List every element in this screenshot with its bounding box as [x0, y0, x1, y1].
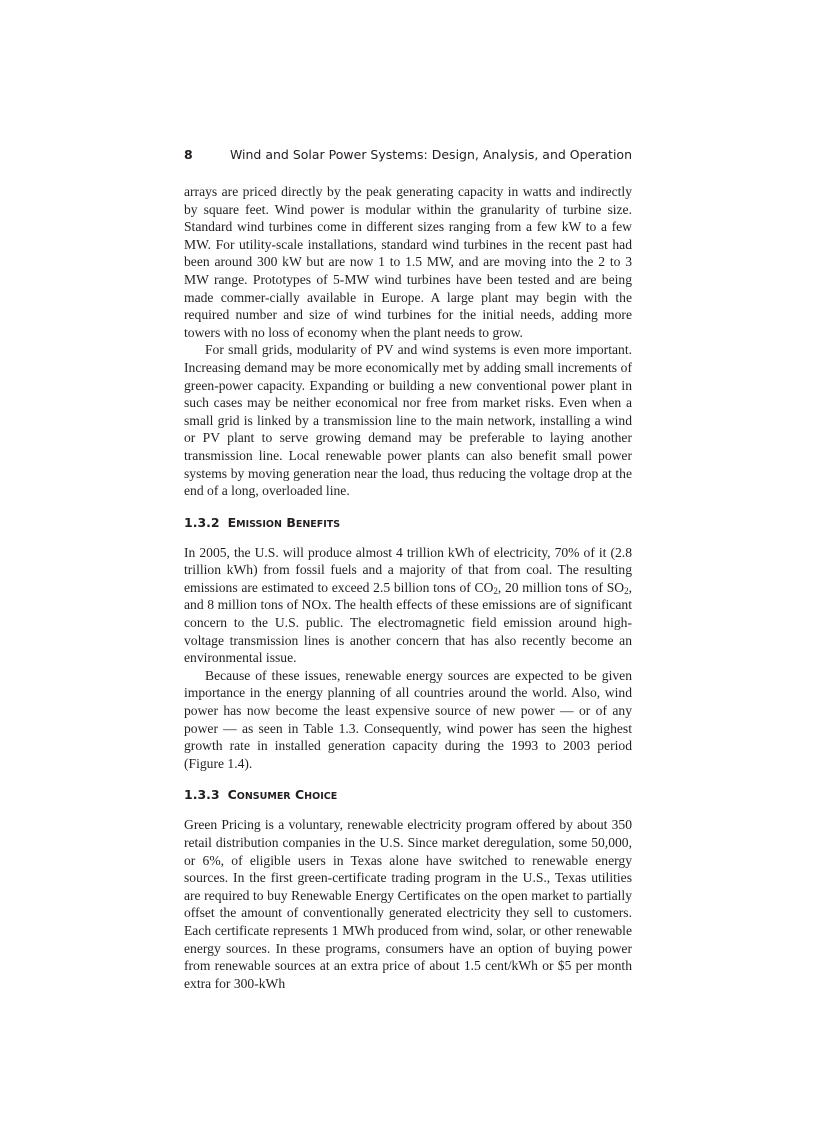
page-number: 8: [184, 147, 193, 162]
paragraph-renewable-importance: Because of these issues, renewable energy sources are expected to be given importance in the energy planning of all countries around the world. Also, wind power has now become the least expensive source of new power — or of any power — as seen in Table 1.3. Consequently, wind power has seen the highest growth rate in installed generation capacity during the 1993 to 2003 period (Figure 1.4).: [184, 667, 632, 771]
running-head: [184, 140, 632, 170]
paragraph-green-pricing: Green Pricing is a voluntary, renewable electricity program offered by about 350 retail distribution companies in the U.S. Since market deregulation, some 50,000, or 6%, of eligible users in Texas alone have switched to renewable energy sources. In the first green-certificate trading program in the U.S., Texas utilities are required to buy Renewable Energy Certificates on the open market to partially offset the amount of conventionally generated electricity they sell to customers. Each certificate represents 1 MWh produced from wind, solar, or other renewable energy sources. In these programs, consumers have an option of buying power from renewable sources at an extra price of about 1.5 cent/kWh or $5 per month extra for 300-kWh: [184, 817, 632, 991]
body-text: [184, 183, 632, 992]
book-page: [184, 140, 632, 992]
paragraph-emissions: In 2005, the U.S. will produce almost 4 trillion kWh of electricity, 70% of it (2.8 trillion kWh) from fossil fuels and a majority of that from coal. The resulting emissions are estimated to exceed 2.5 billion tons of $CO_2$, 20 million tons of $SO_2$, and 8 million tons of NOx. The health effects of these emissions are of significant concern to the U.S. public. The electromagnetic field emission around high-voltage transmission lines is another concern that has also recently become an environmental issue.: [184, 544, 632, 666]
paragraph-modularity-continued: arrays are priced directly by the peak generating capacity in watts and indirectly by square feet. Wind power is modular within the granularity of turbine size. Standard wind turbines come in different sizes ranging from a few kW to a few MW. For utility-scale installations, standard wind turbines in the recent past had been around 300 kW but are now 1 to 1.5 MW, and are moving into the 2 to 3 MW range. Prototypes of 5-MW wind turbines have been tested and are being made commer-cially available in Europe. A large plant may begin with the required number and size of wind turbines for the initial needs, adding more towers with no loss of economy when the plant needs to grow.: [184, 184, 632, 340]
book-title: Wind and Solar Power Systems: Design, Analysis, and Operation: [229, 147, 632, 162]
section-number: 1.3.3: [184, 787, 220, 803]
section-heading-consumer-choice: 1.3.3 CONSUMER CHOICE: [184, 787, 338, 803]
section-heading-emission-benefits: 1.3.2 EMISSION BENEFITS: [184, 514, 341, 530]
section-number: 1.3.2: [184, 514, 220, 530]
paragraph-small-grids: For small grids, modularity of PV and wind systems is even more important. Increasing demand may be more economically met by adding small increments of green-power capacity. Expanding or building a new conventional power plant in such cases may be neither economical nor free from market risks. Even when a small grid is linked by a transmission line to the main network, installing a wind or PV plant to serve growing demand may be preferable to laying another transmission line. Local renewable power plants can also benefit small power systems by moving generation near the load, thus reducing the voltage drop at the end of a long, overloaded line.: [184, 342, 632, 499]
